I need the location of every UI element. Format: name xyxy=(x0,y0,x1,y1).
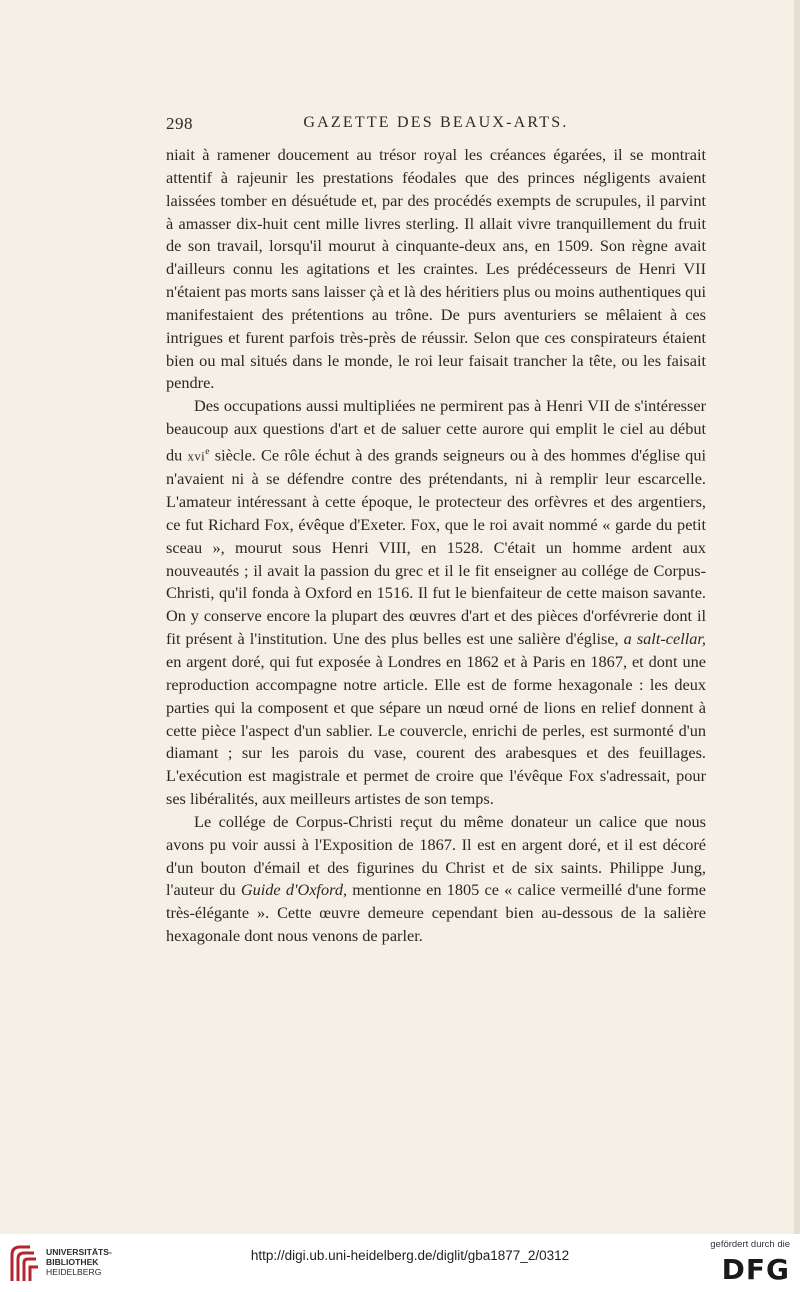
paragraph-2-text-c: en argent doré, qui fut exposée à Londres en 1862 et à Paris en 1867, et dont une reproduction accompagne notre article. Elle est de forme hexagonale : les deux parties qui la composent et que sépare un nœud orné de lions en relief donnent à cette pièce l'aspect d'un sablier. Le couvercle, enrichi de perles, est surmonté d'un diamant ; sur les parois du vase, courent des arabesques et des feuillages. L'exécution est magistrale et permet de croire que l'évêque Fox s'adressait, pour ses libéralités, aux meilleurs artistes de son temps. xyxy=(166,651,706,809)
paragraph-2 xyxy=(166,395,706,811)
library-line-1: UNIVERSITÄTS- xyxy=(46,1247,112,1257)
salt-cellar-italic: a salt-cellar, xyxy=(623,629,707,649)
page-number: 298 xyxy=(166,114,193,133)
ub-heidelberg-logo-icon[interactable] xyxy=(8,1243,40,1283)
page-edge xyxy=(794,0,800,1234)
paragraph-3-text-b: mentionne en 1805 ce « calice vermeillé d'une forme très-élégante ». Cette œuvre demeure cependant bien au-dessous de la salière hexagonale dont nous venons de parler. xyxy=(166,880,706,946)
permalink-url[interactable]: http://digi.ub.uni-heidelberg.de/diglit/gba1877_2/0312 xyxy=(250,1248,570,1263)
footer-bar xyxy=(0,1234,800,1292)
paragraph-1-text: niait à ramener doucement au trésor royal les créances égarées, il se montrait attentif à rajeunir les prestations féodales que des princes négligents avaient laissées tomber en désuétude et, par des procédés exempts de scrupules, il parvint à amasser dix-huit cent mille livres sterling. Il allait vivre tranquillement du fruit de son travail, lorsqu'il mourut à cinquante-deux ans, en 1509. Son règne avait d'ailleurs connu les agitations et les craintes. Les prédécesseurs de Henri VII n'étaient pas morts sans laisser çà et là des héritiers plus ou moins authentiques qui manifestaient des prétentions au trône. De purs aventuriers se mêlaient à ces intrigues et furent parfois très-près de réussir. Selon que ces conspirateurs étaient bien ou mal situés dans le monde, le roi leur faisait trancher la tête, ou les faisait pendre. xyxy=(166,145,706,393)
century-numeral: xvi xyxy=(187,449,206,464)
paragraph-3-text-a: Le collége de Corpus-Christi reçut du même donateur un calice que nous avons pu voir aussi à l'Exposition de 1867. Il est en argent doré, et il est décoré d'un bouton d'émail et des figurines du Christ et de six saints. Philippe Jung, l'auteur du xyxy=(166,811,706,900)
paragraph-2-text-b: siècle. Ce rôle échut à des grands seigneurs ou à des hommes d'église qui n'avaient ni à se défendre contre des prétendants, ni à remplir leur escarcelle. L'amateur intéressant à cette époque, le protecteur des orfèvres et des argentiers, ce fut Richard Fox, évêque d'Exeter. Fox, que le roi avait nommé « garde du petit sceau », mourut sous Henri VIII, en 1528. C'était un homme ardent aux nouveautés ; il avait la passion du grec et il le fit enseigner au collége de Corpus-Christi, qu'il fonda à Oxford en 1516. Il fut le bienfaiteur de cette maison savante. On y conserve encore la plupart des œuvres d'art et des pièces d'orfévrerie dont il fit présent à l'institution. Une des plus belles est une salière d'église, xyxy=(166,445,706,649)
library-name[interactable] xyxy=(46,1247,112,1277)
century-superscript: e xyxy=(205,445,210,457)
dfg-logo[interactable]: DFG xyxy=(721,1253,790,1286)
paragraph-2-text-a: Des occupations aussi multipliées ne permirent pas à Henri VII de s'intéresser beaucoup aux questions d'art et de saluer cette aurore qui emplit le ciel au début du xyxy=(166,396,706,465)
library-line-3: HEIDELBERG xyxy=(46,1267,102,1277)
running-head xyxy=(166,114,706,136)
funder-label: gefördert durch die xyxy=(710,1239,790,1250)
guide-oxford-italic: Guide d'Oxford, xyxy=(240,880,348,900)
paragraph-3 xyxy=(166,811,706,948)
paragraph-1 xyxy=(166,144,706,395)
library-line-2: BIBLIOTHEK xyxy=(46,1257,99,1267)
journal-title: GAZETTE DES BEAUX-ARTS. xyxy=(303,114,569,131)
article-body xyxy=(166,144,706,948)
